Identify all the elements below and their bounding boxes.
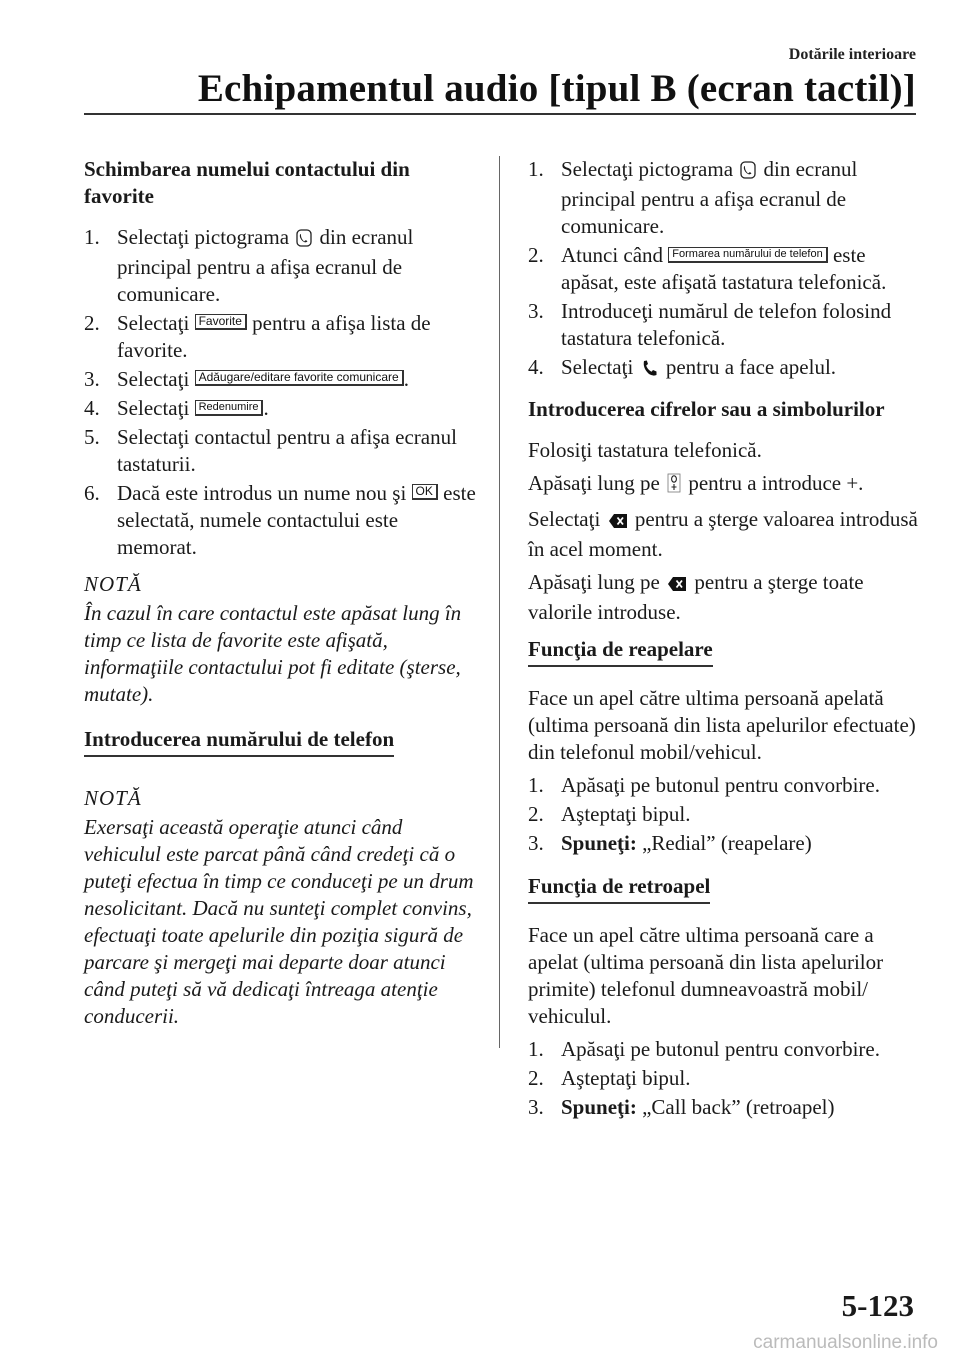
- zero-plus-key-icon[interactable]: [667, 473, 681, 500]
- section-heading-callback: Funcţia de retroapel: [528, 873, 710, 904]
- page-title: Echipamentul audio [tipul B (ecran tactil)]: [197, 67, 916, 110]
- list-item: 6. Dacă este introdus un nume nou şi OK este selectată, numele contactului este memorat.: [84, 481, 476, 559]
- note-text: În cazul în care contactul este apăsat lung în timp ce lista de favorite este afişată, informaţiile contactului pot fi editate (şterse, mutate).: [84, 601, 462, 706]
- ok-button[interactable]: OK: [412, 484, 438, 500]
- list-item: 3. Spuneţi: „Call back” (retroapel): [528, 1095, 835, 1119]
- paragraph: Folosiţi tastatura telefonică.: [528, 438, 762, 462]
- right-column: [528, 156, 920, 1123]
- paragraph: Face un apel către ultima persoană care a apelat (ultima persoană din lista apelurilor primite) telefonul dumneavoastră mobil/ vehiculul.: [528, 923, 884, 1028]
- add-edit-favorites-button[interactable]: Adăugare/editare favorite comunicare: [195, 370, 404, 386]
- phone-app-icon: [740, 159, 756, 186]
- list-item: 1. Apăsaţi pe butonul pentru convorbire.: [528, 1037, 880, 1061]
- phone-call-icon[interactable]: [641, 357, 659, 384]
- favorite-button[interactable]: Favorite: [195, 314, 247, 330]
- paragraph: Apăsaţi lung pe pentru a şterge toate valorile introduse.: [528, 570, 864, 624]
- subheading-rename-favorite: Schimbarea numelui contactului din favorite: [84, 157, 410, 208]
- section-heading-phone-number: Introducerea numărului de telefon: [84, 726, 394, 757]
- list-item: 1. Apăsaţi pe butonul pentru convorbire.: [528, 773, 880, 797]
- page-number: 5-123: [841, 1288, 914, 1323]
- note-label: NOTĂ: [84, 786, 142, 810]
- header-section-label: Dotările interioare: [788, 46, 916, 63]
- list-item: 1. Selectaţi pictograma din ecranul principal pentru a afişa ecranul de comunicare.: [528, 157, 858, 238]
- watermark: carmanualsonline.info: [753, 1332, 938, 1353]
- list-item: 3. Spuneţi: „Redial” (reapelare): [528, 831, 812, 855]
- list-item: 2. Selectaţi Favorite pentru a afişa lista de favorite.: [84, 311, 431, 362]
- list-item: 3. Introduceţi numărul de telefon folosind tastatura telefonică.: [528, 299, 892, 350]
- list-item: 5. Selectaţi contactul pentru a afişa ecranul tastaturii.: [84, 425, 457, 476]
- left-column: [84, 156, 476, 1044]
- list-item: 4. Selectaţi pentru a face apelul.: [528, 354, 920, 384]
- column-divider: [499, 156, 500, 1048]
- paragraph: Face un apel către ultima persoană apelată (ultima persoană din lista apelurilor efectuate) din telefonul mobil/vehicul.: [528, 686, 916, 764]
- paragraph: Selectaţi pentru a şterge valoarea introdusă în acel moment.: [528, 507, 918, 561]
- note-label: NOTĂ: [84, 572, 142, 596]
- section-heading-redial: Funcţia de reapelare: [528, 636, 713, 667]
- list-item: 2. Atunci când Formarea numărului de telefon este apăsat, este afişată tastatura telefonică.: [528, 243, 887, 294]
- list-item: 2. Aşteptaţi bipul.: [528, 1066, 691, 1090]
- rename-button[interactable]: Redenumire: [195, 400, 264, 416]
- note-text: Exersaţi această operaţie atunci când vehiculul este parcat până când credeţi că o puteţi efectua în timp ce conduceţi pe un drum nesolicitant. Dacă nu sunteţi complet convins, efectuaţi toate apelurile din poziţia sigură de parcare şi mergeţi mai departe doar atunci când puteţi să vă dedicaţi întreaga atenţie conducerii.: [84, 815, 474, 1028]
- backspace-icon[interactable]: [667, 572, 687, 599]
- header-rule: [84, 113, 916, 115]
- list-item: 3. Selectaţi Adăugare/editare favorite comunicare .: [84, 367, 409, 391]
- list-item: 4. Selectaţi Redenumire .: [84, 396, 269, 420]
- phone-app-icon: [296, 227, 312, 254]
- backspace-icon[interactable]: [608, 509, 628, 536]
- subheading-digits-symbols: Introducerea cifrelor sau a simbolurilor: [528, 397, 885, 421]
- list-item: 1. Selectaţi pictograma din ecranul principal pentru a afişa ecranul de comunicare.: [84, 225, 414, 306]
- dial-number-button[interactable]: Formarea numărului de telefon: [668, 247, 827, 263]
- list-item: 2. Aşteptaţi bipul.: [528, 802, 691, 826]
- paragraph: Apăsaţi lung pe pentru a introduce +.: [528, 470, 920, 500]
